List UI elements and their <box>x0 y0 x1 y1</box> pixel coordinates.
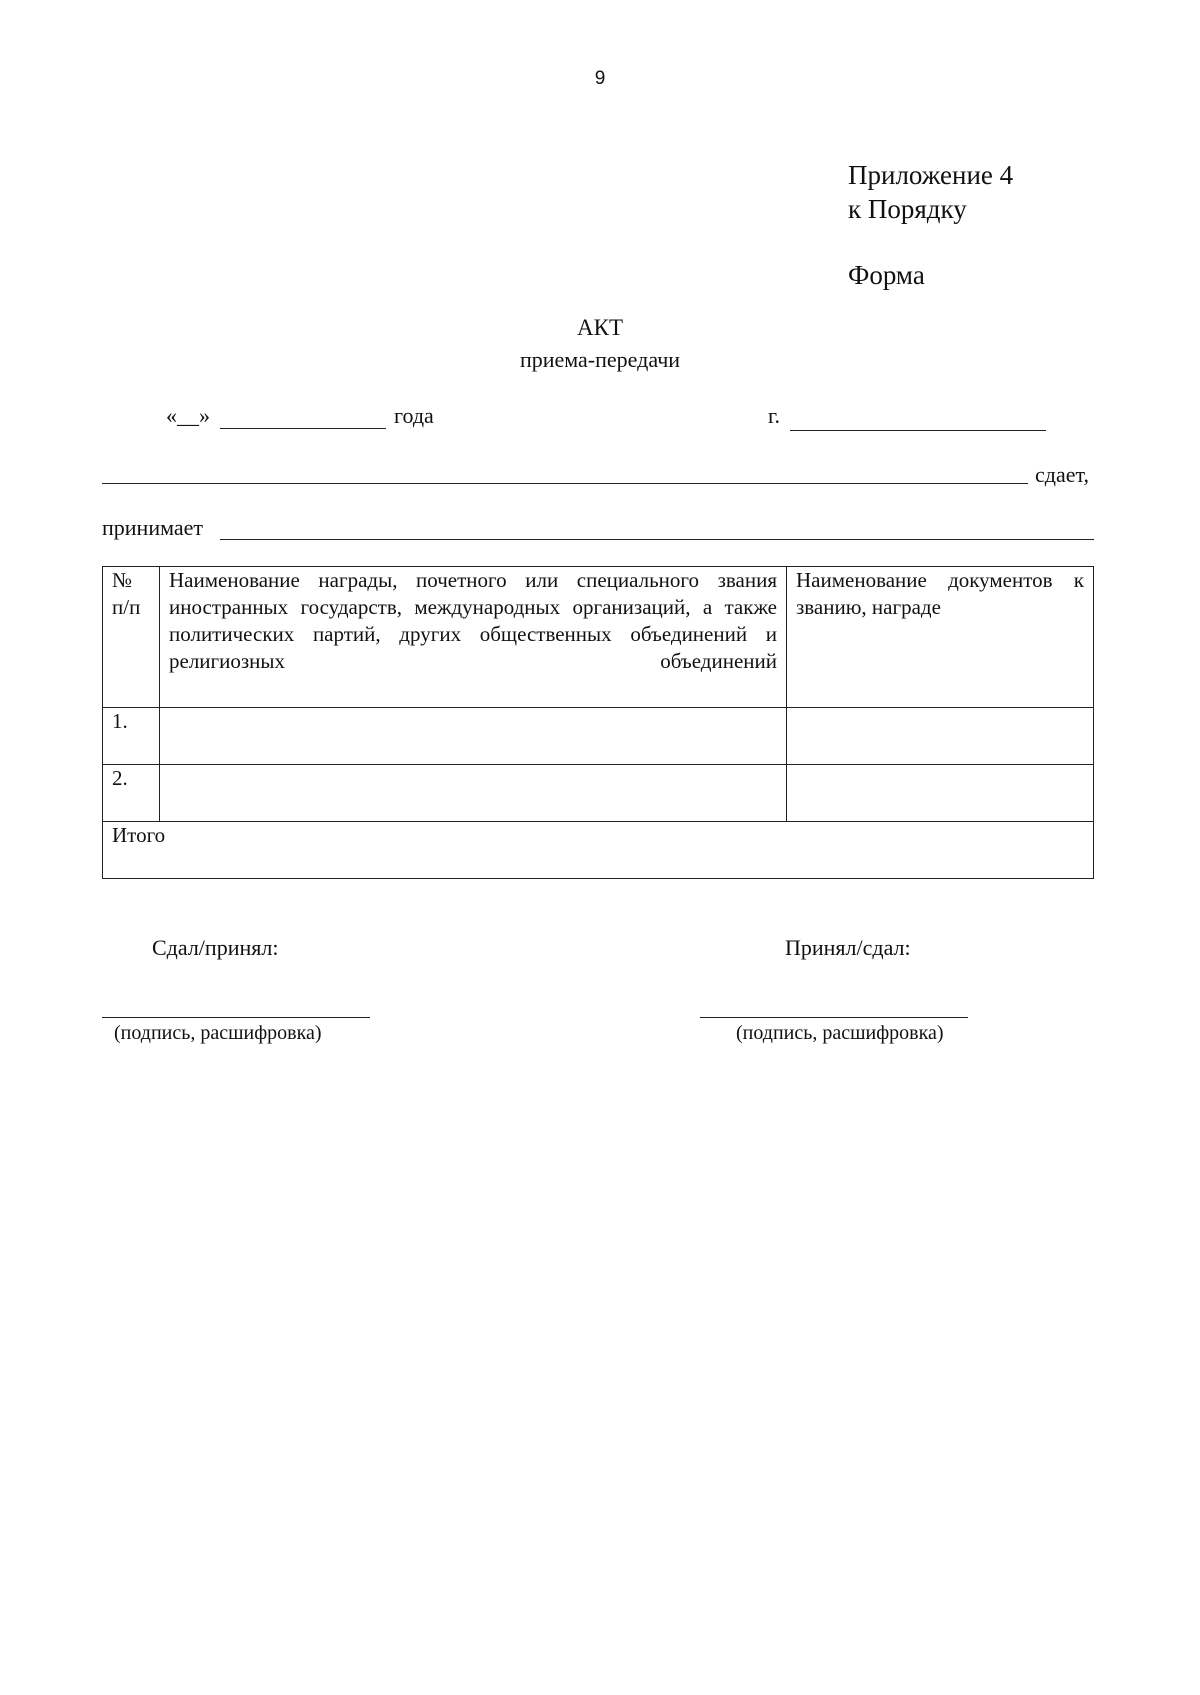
act-title: АКТ <box>577 315 623 340</box>
right-signature-label: Принял/сдал: <box>785 935 911 960</box>
right-signature-caption: (подпись, расшифровка) <box>736 1022 944 1044</box>
row-number-cell: 1. <box>103 708 160 765</box>
right-signature-field[interactable] <box>700 1017 968 1018</box>
row-documents-cell[interactable] <box>787 708 1094 765</box>
total-cell: Итого <box>103 822 1094 879</box>
accepts-word: принимает <box>102 515 204 540</box>
row-number-cell: 2. <box>103 765 160 822</box>
city-prefix: г. <box>768 403 781 428</box>
left-signature-field[interactable] <box>102 1017 370 1018</box>
date-day-placeholder: «__» <box>166 403 210 428</box>
date-month-field[interactable] <box>220 428 386 429</box>
header-number-symbol: № <box>112 568 133 592</box>
city-field[interactable] <box>790 430 1046 431</box>
table-header-row <box>103 567 1094 708</box>
row-award-cell[interactable] <box>160 708 787 765</box>
acceptor-field[interactable] <box>220 539 1094 540</box>
appendix-note <box>848 158 1013 226</box>
row-award-cell[interactable] <box>160 765 787 822</box>
header-documents-cell <box>787 567 1094 708</box>
appendix-line-1: Приложение 4 <box>848 160 1014 190</box>
left-signature-caption: (подпись, расшифровка) <box>114 1022 322 1044</box>
header-award-text: Наименование награды, почетного или специального звания иностранных государств, международных организаций, а также политических партий, других общественных объединений и религиозных объединений <box>169 568 777 673</box>
appendix-line-2: к Порядку <box>848 194 967 224</box>
header-documents-text: Наименование документов к званию, награде <box>796 568 1084 619</box>
row-documents-cell[interactable] <box>787 765 1094 822</box>
year-word: года <box>394 403 434 428</box>
items-table <box>102 566 1094 879</box>
transferor-field[interactable] <box>102 483 1028 484</box>
transfers-word: сдает, <box>1035 462 1089 487</box>
table-row <box>103 708 1094 765</box>
form-label: Форма <box>848 260 925 290</box>
page-number: 9 <box>594 68 606 89</box>
header-number-abbrev: п/п <box>112 595 141 619</box>
table-row <box>103 765 1094 822</box>
left-signature-label: Сдал/принял: <box>152 935 279 960</box>
act-subtitle: приема-передачи <box>519 347 681 372</box>
header-number-cell <box>103 567 160 708</box>
table-total-row <box>103 822 1094 879</box>
header-award-cell <box>160 567 787 708</box>
